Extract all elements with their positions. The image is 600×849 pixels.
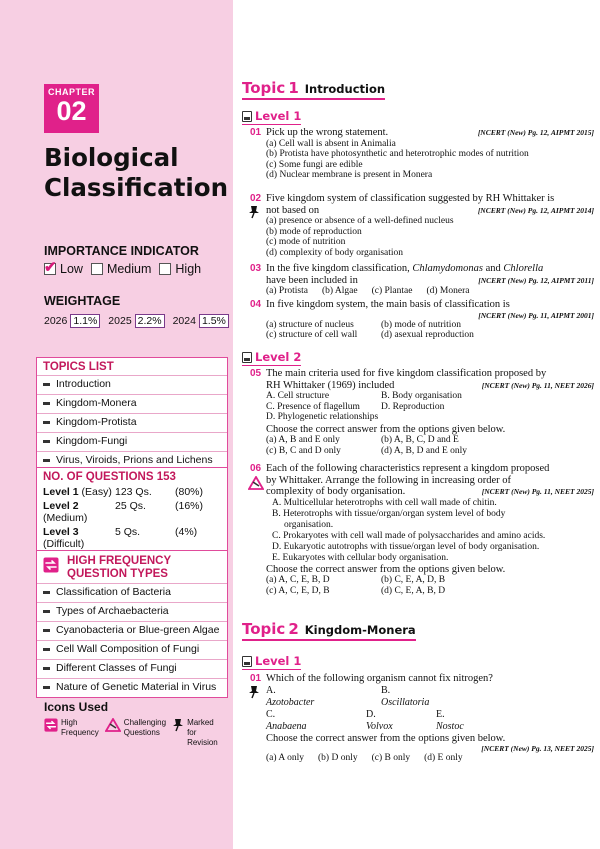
bullet-icon [43, 648, 50, 651]
importance-indicator [44, 262, 209, 276]
question-01: 01 Pick up the wrong statement. [NCERT (New) Pg. 12, AIPMT 2015] (a) Cell wall is absent in Animalia (b) Protista have photosynthetic and heterotrophic modes of nutrition (c) Some fungi are edible (d) Nuclear membrane is present in Monera [250, 127, 594, 180]
challenging-icon [248, 476, 264, 490]
icons-used-heading: Icons Used [44, 700, 109, 714]
pin-icon [248, 685, 260, 699]
checkbox-icon [159, 263, 171, 275]
question-04: 04 In five kingdom system, the main basis of classification is [NCERT (New) Pg. 11, AIPMT 2001] (a) structure of nucleus (b) mode of nutrition (c) structure of cell wall (d) asexual reproduction [250, 299, 594, 340]
high-frequency-card [36, 550, 228, 698]
pin-icon [172, 718, 184, 732]
list-item: Virus, Viroids, Prions and Lichens [37, 451, 227, 470]
chapter-badge [44, 84, 99, 133]
pin-icon [248, 205, 260, 219]
bullet-icon [43, 667, 50, 670]
topics-list-heading: TOPICS LIST [43, 361, 114, 373]
importance-heading: IMPORTANCE INDICATOR [44, 244, 199, 258]
bullet-icon [43, 686, 50, 689]
table-row: Level 3 (Difficult) 5 Qs. (4%) [43, 526, 198, 550]
level-1-header: Level 1 [242, 654, 301, 670]
list-item: Cyanobacteria or Blue-green Algae [37, 621, 227, 640]
bullet-icon [43, 629, 50, 632]
weightage-value: 2.2% [135, 314, 165, 328]
bullet-icon [43, 591, 50, 594]
list-item: Kingdom-Monera [37, 394, 227, 413]
weightage-value: 1.5% [199, 314, 229, 328]
chapter-label: CHAPTER [47, 87, 95, 97]
chapter-sidebar [0, 0, 233, 849]
importance-medium[interactable]: Medium [91, 262, 151, 276]
topic-2-header: Topic 2 Kingdom-Monera [242, 620, 416, 641]
challenging-icon [105, 718, 121, 732]
weightage-value: 1.1% [70, 314, 100, 328]
level-2-header: Level 2 [242, 350, 301, 366]
list-item: Cell Wall Composition of Fungi [37, 640, 227, 659]
table-row: Level 2 (Medium) 25 Qs. (16%) [43, 500, 204, 524]
table-row: Level 1 (Easy) 123 Qs. (80%) [43, 486, 204, 498]
bullet-icon [43, 440, 50, 443]
high-frequency-heading: HIGH FREQUENCY QUESTION TYPES [67, 555, 172, 580]
icon-legend: High Frequency Challenging Questions Marked for Revision [44, 718, 230, 748]
list-item: Types of Archaebacteria [37, 602, 227, 621]
list-item: Introduction [37, 375, 227, 394]
topic-1-header: Topic 1 Introduction [242, 79, 385, 100]
list-item: Nature of Genetic Material in Virus [37, 678, 227, 697]
bullet-icon [43, 421, 50, 424]
weightage-heading: WEIGHTAGE [44, 294, 121, 308]
list-item: Kingdom-Protista [37, 413, 227, 432]
topics-list-card [36, 357, 228, 471]
question-06: 06 Each of the following characteristics represent a kingdom proposed by Whittaker. Arrange the following in increasing order of complexity of body organisation. [NCERT (New) Pg. 11, NEET 2025] A. Multicellular heterotrophs with cell wall made of chitin. B. Heterotrophs with tissue/organ/organ system level of body organisation. C. Prokaryotes with cell wall made of polysaccharides and amino acids. D. Eukaryotic autotrophs with tissue/organ level of body organisation. E. Eukaryotes with cellular body organisation. Choose the correct answer from the options given below. (a) A, C, E, B, D (b) C, E, A, D, B (c) A, C, E, D, B (d) C, E, A, B, D [250, 463, 594, 596]
list-item: Classification of Bacteria [37, 583, 227, 602]
questions-content [242, 0, 594, 849]
battery-icon [242, 111, 252, 122]
chapter-number: 02 [56, 96, 87, 126]
weightage-row: 2026 1.1% 2025 2.2% 2024 1.5% [44, 314, 237, 328]
question-03: 03 In the five kingdom classification, Chlamydomonas and Chlorella have been included in [NCERT (New) Pg. 12, AIPMT 2011] (a) Protista (b) Algae (c) Plantae (d) Monera [250, 263, 594, 296]
bullet-icon [43, 459, 50, 462]
battery-icon [242, 352, 252, 363]
high-frequency-icon [44, 718, 58, 732]
battery-icon [242, 656, 252, 667]
question-05: 05 The main criteria used for five kingdom classification proposed by RH Whittaker (1969) included [NCERT (New) Pg. 11, NEET 2026] A. Cell structure B. Body organisation C. Presence of flagellum D. Reproduction D. Phylogenetic relationships Choose the correct answer from the options given below. (a) A, B and E only (b) A, B, C, D and E (c) B, C and D only (d) A, B, D and E only [250, 368, 594, 456]
chapter-title: Biological Classification [44, 143, 229, 202]
list-item: Different Classes of Fungi [37, 659, 227, 678]
question-02: 02 Five kingdom system of classification suggested by RH Whittaker is not based on [NCERT (New) Pg. 12, AIPMT 2014] (a) presence or absence of a well-defined nucleus (b) mode of reproduction (c) mode of nutrition (d) complexity of body organisation [250, 193, 594, 258]
bullet-icon [43, 402, 50, 405]
question-monera-01: 01 Which of the following organism cannot fix nitrogen? A. Azotobacter B. Oscillatoria C. Anabaena D. Volvox E. Nostoc Choose the correct answer from the options given below. [NCERT (New) Pg. 13, NEET 2025] (a) A only (b) D only (c) B only (d) E only [250, 673, 594, 763]
level-1-header: Level 1 [242, 109, 301, 125]
importance-low[interactable]: ✔ Low [44, 262, 83, 276]
bullet-icon [43, 383, 50, 386]
questions-count-heading: NO. OF QUESTIONS 153 [43, 471, 176, 483]
list-item: Kingdom-Fungi [37, 432, 227, 451]
bullet-icon [43, 610, 50, 613]
checkbox-icon [91, 263, 103, 275]
questions-count-card [36, 467, 228, 555]
high-frequency-icon [43, 557, 59, 573]
importance-high[interactable]: High [159, 262, 201, 276]
checkbox-checked-icon [44, 263, 56, 275]
